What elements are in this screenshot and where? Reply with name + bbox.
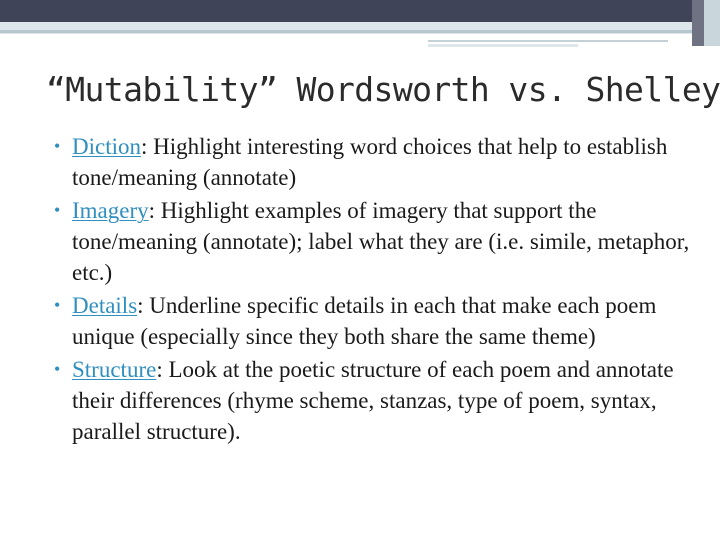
bullet-dot-icon: •	[54, 295, 61, 315]
term-details: Details	[72, 293, 138, 318]
term-structure: Structure	[72, 357, 157, 382]
header-bar	[0, 0, 720, 22]
bullet-text: : Look at the poetic structure of each poem and annotate their differences (rhyme scheme, stanzas, type of poem, syntax, parallel structure).	[72, 357, 674, 444]
corner-block-dark	[692, 0, 704, 46]
decorative-line-short	[428, 44, 578, 47]
bullet-item-diction	[48, 131, 698, 193]
bullet-item-structure	[48, 354, 698, 447]
decorative-line	[428, 40, 668, 42]
bullet-list	[48, 131, 698, 449]
bullet-text: : Highlight interesting word choices that help to establish tone/meaning (annotate)	[72, 134, 668, 190]
bullet-dot-icon: •	[54, 136, 61, 156]
slide-title: “Mutability” Wordsworth vs. Shelley	[46, 70, 720, 109]
bullet-dot-icon: •	[54, 200, 61, 220]
bullet-item-details	[48, 290, 698, 352]
bullet-text: : Underline specific details in each that make each poem unique (especially since they both share the same theme)	[72, 293, 657, 349]
term-diction: Diction	[72, 134, 141, 159]
bullet-dot-icon: •	[54, 359, 61, 379]
bullet-item-imagery	[48, 195, 698, 288]
term-imagery: Imagery	[72, 198, 149, 223]
bullet-text: : Highlight examples of imagery that support the tone/meaning (annotate); label what they are (i.e. simile, metaphor, etc.)	[72, 198, 690, 285]
corner-block-light	[704, 0, 720, 46]
header-accent-strip	[0, 30, 720, 33]
